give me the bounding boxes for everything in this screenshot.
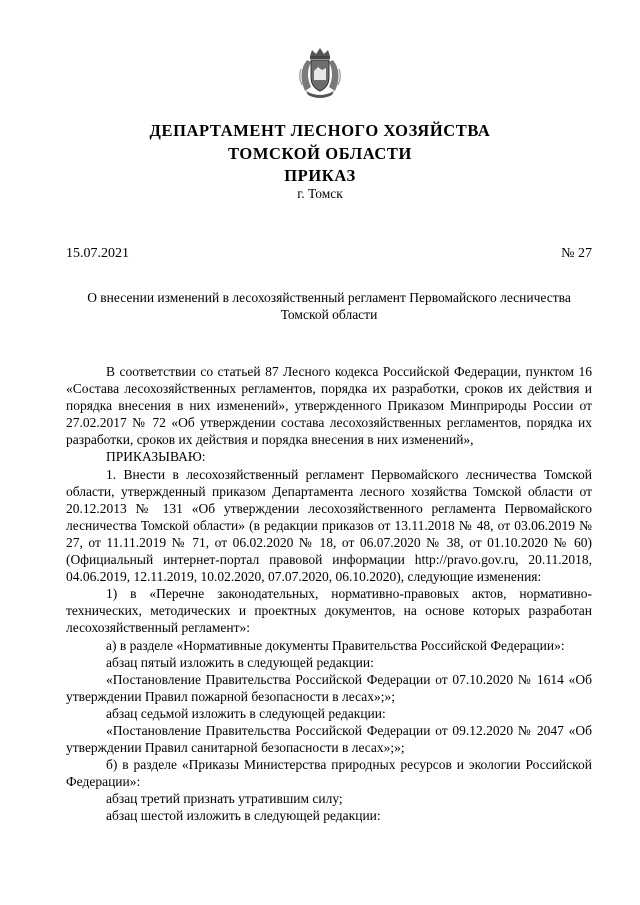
body-paragraph: абзац шестой изложить в следующей редакции:	[106, 808, 381, 824]
city-label: г. Томск	[297, 186, 343, 201]
department-name-line1: ДЕПАРТАМЕНТ ЛЕСНОГО ХОЗЯЙСТВА	[149, 121, 491, 140]
clause-1-1-b: б) в разделе «Приказы Министерства природных ресурсов и экологии Российской Федерации»:	[66, 757, 592, 790]
clause-1-1: 1) в «Перечне законодательных, нормативно-правовых актов, нормативно-технических, методических и проектных документов, на основе которых разработан лесохозяйственный регламент»:	[66, 586, 592, 636]
body-paragraph: абзац третий признать утратившим силу;	[106, 791, 343, 807]
order-subject: О внесении изменений в лесохозяйственный регламент Первомайского лесничества Томской области	[87, 290, 571, 322]
preamble-paragraph: В соответствии со статьей 87 Лесного кодекса Российской Федерации, пунктом 16 «Состава лесохозяйственных регламентов, порядка их разработки, сроков их действия и порядка внесения в них изменений», утвержденного Приказом Минприроды России от 27.02.2017 № 72 «Об утверждении состава лесохозяйственных регламентов, порядка их разработки, сроков их действия и порядка внесения в них изменений»,	[66, 364, 592, 448]
order-number: № 27	[561, 246, 592, 261]
body-paragraph: «Постановление Правительства Российской Федерации от 07.10.2020 № 1614 «Об утверждении Правил пожарной безопасности в лесах»;»;	[66, 671, 592, 704]
order-verb: ПРИКАЗЫВАЮ:	[106, 449, 206, 465]
department-name-line2: ТОМСКОЙ ОБЛАСТИ	[228, 144, 412, 163]
body-paragraph: «Постановление Правительства Российской Федерации от 09.12.2020 № 2047 «Об утверждении Правил санитарной безопасности в лесах»;»;	[66, 722, 592, 756]
clause-1: 1. Внести в лесохозяйственный регламент Первомайского лесничества Томской области, утвержденный приказом Департамента лесного хозяйства Томской области от 20.12.2013 № 131 «Об утверждении лесохозяйственного регламента Первомайского лесничества Томской области» (в редакции приказов от 13.11.2018 № 48, от 03.06.2019 № 27, от 11.11.2019 № 71, от 06.02.2020 № 18, от 06.07.2020 № 38, от 01.10.2020 № 60) (Официальный интернет-портал правовой информации http://pravo.gov.ru, 20.11.2018, 04.06.2019, 12.11.2019, 10.02.2020, 07.07.2020, 06.10.2020), следующие изменения:	[66, 466, 592, 585]
tomsk-region-coat-of-arms-icon	[296, 47, 344, 99]
order-date: 15.07.2021	[66, 246, 129, 261]
body-paragraph: абзац седьмой изложить в следующей редакции:	[106, 705, 386, 721]
order-body	[66, 363, 592, 825]
body-paragraph: абзац пятый изложить в следующей редакции:	[106, 654, 374, 670]
clause-1-1-a: а) в разделе «Нормативные документы Правительства Российской Федерации»:	[106, 637, 565, 653]
document-type-title: ПРИКАЗ	[284, 166, 356, 185]
